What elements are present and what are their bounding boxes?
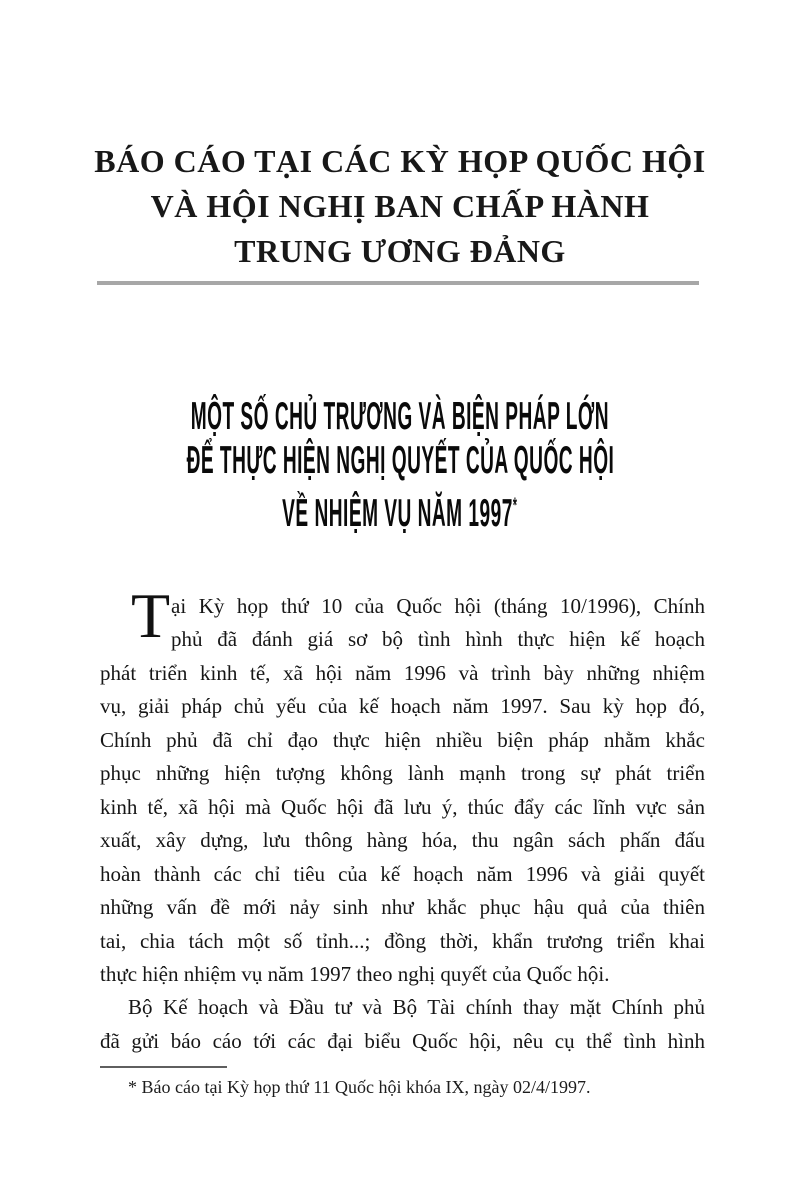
- section-title-line: [0, 395, 800, 439]
- body-line: ại Kỳ họp thứ 10 của Quốc hội (tháng 10/1996), Chính: [171, 594, 705, 618]
- section-title-text: [282, 483, 518, 535]
- footnote-marker: *: [513, 493, 518, 517]
- drop-cap: T: [131, 580, 171, 651]
- section-title-line: [0, 483, 800, 535]
- chapter-title-line: VÀ HỘI NGHỊ BAN CHẤP HÀNH: [150, 188, 650, 224]
- body-line: phủ đã đánh giá sơ bộ tình hình thực hiện kế hoạch: [171, 627, 705, 652]
- section-title-text-last: VỀ NHIỆM VỤ NĂM 1997: [282, 492, 514, 535]
- footnote-divider-rule: [100, 1066, 227, 1068]
- section-title-line: [0, 439, 800, 483]
- body-text: [100, 580, 705, 1058]
- body-line: Chính phủ đã chỉ đạo thực hiện nhiều biện pháp nhằm khắc: [100, 727, 705, 752]
- body-line: phát triển kinh tế, xã hội năm 1996 và trình bày những nhiệm: [100, 660, 705, 685]
- section-title-text: ĐỂ THỰC HIỆN NGHỊ QUYẾT CỦA QUỐC HỘI: [186, 439, 614, 482]
- body-line: Bộ Kế hoạch và Đầu tư và Bộ Tài chính thay mặt Chính phủ: [128, 995, 705, 1020]
- body-line: đã gửi báo cáo tới các đại biểu Quốc hội, nêu cụ thể tình hình: [100, 1028, 705, 1053]
- body-line: những vấn đề mới nảy sinh như khắc phục hậu quả của thiên: [100, 895, 705, 920]
- body-line: tai, chia tách một số tỉnh...; đồng thời, khẩn trương triển khai: [100, 928, 705, 953]
- footnote-text: * Báo cáo tại Kỳ họp thứ 11 Quốc hội khóa IX, ngày 02/4/1997.: [128, 1077, 591, 1097]
- title-divider-rule: [97, 281, 699, 285]
- body-line: kinh tế, xã hội mà Quốc hội đã lưu ý, thúc đẩy các lĩnh vực sản: [100, 794, 705, 819]
- body-line: vụ, giải pháp chủ yếu của kế hoạch năm 1997. Sau kỳ họp đó,: [100, 694, 705, 719]
- body-line: phục những hiện tượng không lành mạnh trong sự phát triển: [100, 761, 705, 786]
- section-title: [0, 395, 800, 535]
- chapter-title-line: TRUNG ƯƠNG ĐẢNG: [234, 233, 566, 269]
- body-line: thực hiện nhiệm vụ năm 1997 theo nghị quyết của Quốc hội.: [100, 961, 610, 986]
- body-line: xuất, xây dựng, lưu thông hàng hóa, thu ngân sách phấn đấu: [100, 828, 705, 853]
- chapter-title: [88, 139, 712, 274]
- chapter-title-line: BÁO CÁO TẠI CÁC KỲ HỌP QUỐC HỘI: [94, 143, 706, 179]
- footnote: [100, 1066, 705, 1099]
- body-line: hoàn thành các chỉ tiêu của kế hoạch năm 1996 và giải quyết: [100, 861, 705, 886]
- section-title-text: MỘT SỐ CHỦ TRƯƠNG VÀ BIỆN PHÁP LỚN: [190, 395, 610, 438]
